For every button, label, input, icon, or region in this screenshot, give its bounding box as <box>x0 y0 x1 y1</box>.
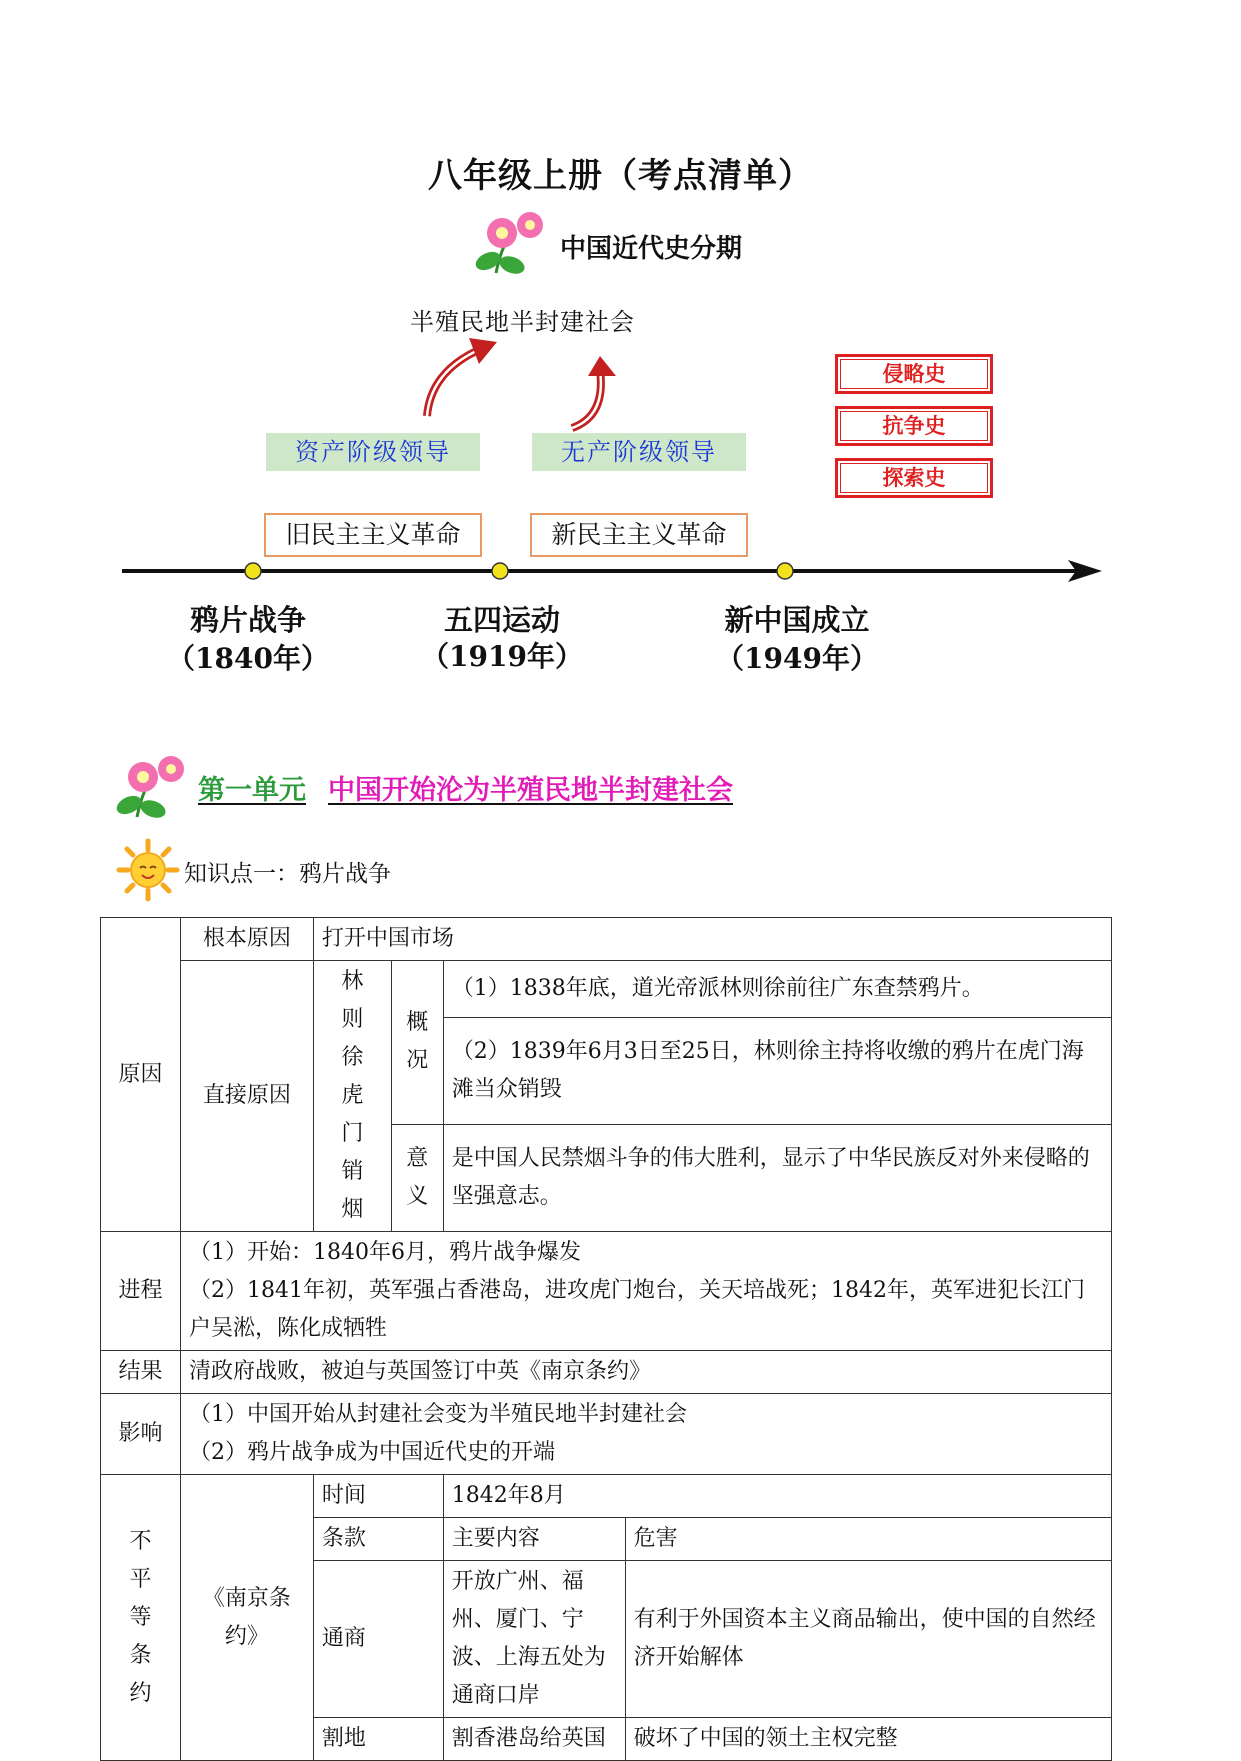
time-label: 时间 <box>313 1475 443 1518</box>
morning-glory-icon <box>474 203 554 279</box>
table-row <box>101 1232 1112 1351</box>
result-label: 结果 <box>101 1351 181 1394</box>
timeline-axis <box>120 556 1105 586</box>
overview-label: 概况 <box>391 961 443 1125</box>
event-may-fourth: 五四运动 <box>443 603 560 637</box>
treaty-name: 《南京条约》 <box>180 1475 313 1761</box>
arrow-up-right-icon <box>405 330 515 420</box>
new-revolution-box: 新民主主义革命 <box>530 513 748 557</box>
humen-opium-label: 林 则 徐 虎 门 销 烟 <box>313 961 391 1232</box>
table-row <box>101 918 1112 961</box>
society-label: 半殖民地半封建社会 <box>410 308 635 336</box>
unit-heading <box>198 768 733 807</box>
unit-name: 中国开始沦为半殖民地半封建社会 <box>328 775 733 806</box>
trade-content: 开放广州、福州、厦门、宁波、上海五处为通商口岸 <box>443 1561 625 1718</box>
root-cause-label: 根本原因 <box>180 918 313 961</box>
unit-number: 第一单元 <box>198 775 306 806</box>
cession-label: 割地 <box>313 1718 443 1761</box>
periodization-subtitle: 中国近代史分期 <box>560 234 743 264</box>
time-value: 1842年8月 <box>443 1475 1111 1518</box>
event-opium-war: 鸦片战争 <box>189 603 306 637</box>
bourgeois-lead-label: 资产阶级领导 <box>266 433 480 471</box>
significance-label: 意义 <box>391 1124 443 1231</box>
table-row <box>101 961 1112 1018</box>
impact-value: （1）中国开始从封建社会变为半殖民地半封建社会 （2）鸦片战争成为中国近代史的开端 <box>180 1394 1111 1475</box>
cession-harm: 破坏了中国的领土主权完整 <box>625 1718 1111 1761</box>
direct-cause-label: 直接原因 <box>180 961 313 1232</box>
aggression-history-box: 侵略史 <box>835 354 993 394</box>
page-title: 八年级上册（考点清单） <box>428 156 813 196</box>
clauses-label: 条款 <box>313 1518 443 1561</box>
timeline-point-1840 <box>245 563 261 579</box>
cession-content: 割香港岛给英国 <box>443 1718 625 1761</box>
process-label: 进程 <box>101 1232 181 1351</box>
knowledge-point-title: 知识点一：鸦片战争 <box>184 861 391 887</box>
event-opium-war-year: （1840年） <box>167 642 329 675</box>
overview-line-1: （1）1838年底，道光帝派林则徐前往广东查禁鸦片。 <box>443 961 1111 1018</box>
sun-icon <box>116 838 180 902</box>
significance-value: 是中国人民禁烟斗争的伟大胜利，显示了中华民族反对外来侵略的坚强意志。 <box>443 1124 1111 1231</box>
morning-glory-icon <box>115 747 195 823</box>
process-value: （1）开始：1840年6月，鸦片战争爆发 （2）1841年初，英军强占香港岛，进攻虎门炮台，关天培战死；1842年，英军进犯长江门户吴淞，陈化成牺牲 <box>180 1232 1111 1351</box>
event-new-china: 新中国成立 <box>724 603 870 637</box>
table-row <box>101 1351 1112 1394</box>
main-content-header: 主要内容 <box>443 1518 625 1561</box>
exploration-history-box: 探索史 <box>835 458 993 498</box>
timeline-point-1919 <box>492 563 508 579</box>
opium-war-table <box>100 917 1112 1761</box>
harm-header: 危害 <box>625 1518 1111 1561</box>
arrow-up-icon <box>560 352 650 432</box>
root-cause-value: 打开中国市场 <box>313 918 1111 961</box>
trade-harm: 有利于外国资本主义商品输出，使中国的自然经济开始解体 <box>625 1561 1111 1718</box>
result-value: 清政府战败，被迫与英国签订中英《南京条约》 <box>180 1351 1111 1394</box>
event-new-china-year: （1949年） <box>716 642 878 675</box>
resistance-history-box: 抗争史 <box>835 406 993 446</box>
impact-label: 影响 <box>101 1394 181 1475</box>
cause-cell: 原因 <box>101 918 181 1232</box>
trade-label: 通商 <box>313 1561 443 1718</box>
old-revolution-box: 旧民主主义革命 <box>264 513 482 557</box>
overview-line-2: （2）1839年6月3日至25日，林则徐主持将收缴的鸦片在虎门海滩当众销毁 <box>443 1017 1111 1124</box>
table-row <box>101 1475 1112 1518</box>
table-row <box>101 1394 1112 1475</box>
timeline-point-1949 <box>777 563 793 579</box>
event-may-fourth-year: （1919年） <box>421 640 583 673</box>
unequal-treaty-label: 不 平 等 条 约 <box>101 1475 181 1761</box>
proletarian-lead-label: 无产阶级领导 <box>532 433 746 471</box>
